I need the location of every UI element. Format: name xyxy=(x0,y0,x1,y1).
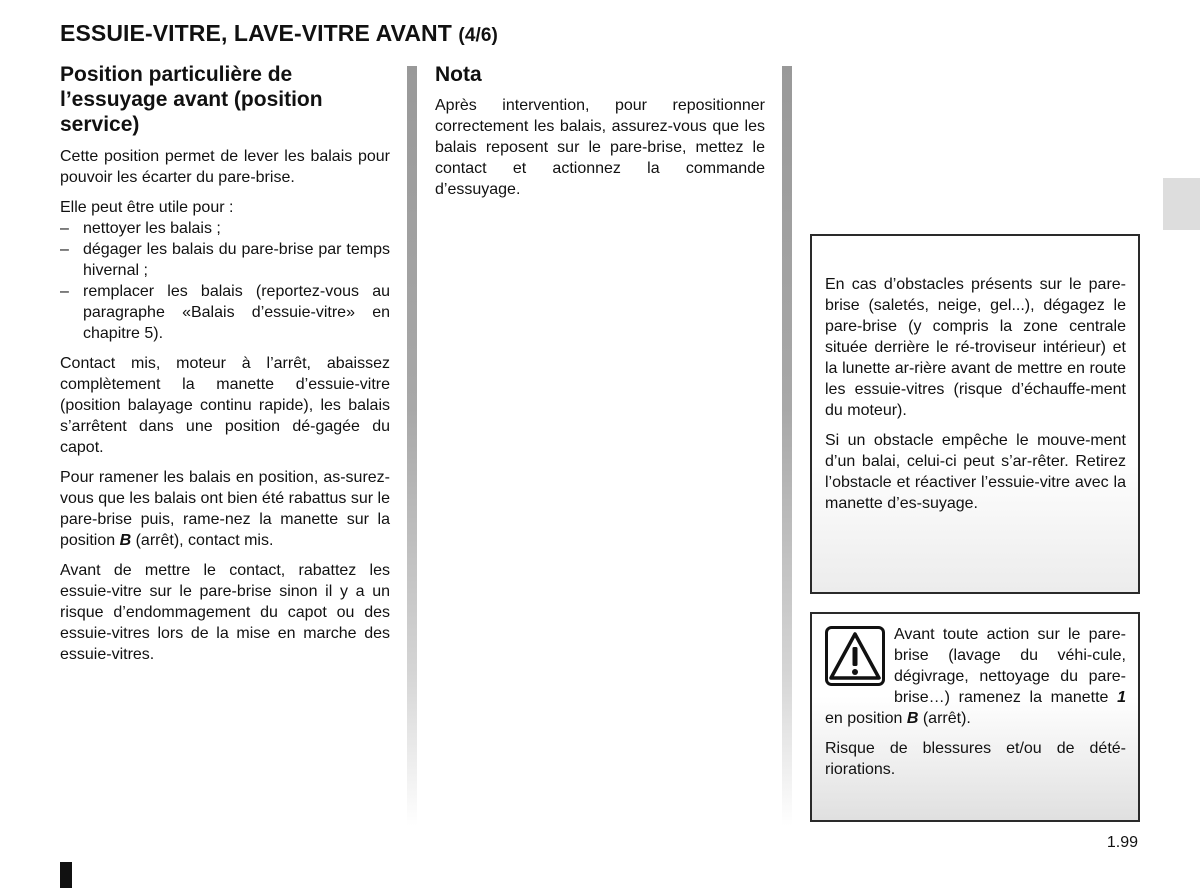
page-number: 1.99 xyxy=(1106,834,1138,851)
list-item xyxy=(60,281,390,344)
warning-content xyxy=(825,624,1126,789)
position-letter: B xyxy=(119,532,132,549)
nota-text: Après intervention, pour repositionner correctement les balais, assurez-vous que les balais reposent sur le pare-brise, mettez le contact et actionnez la commande d’essuyage. xyxy=(435,97,765,198)
obstacle-info-content xyxy=(825,274,1126,523)
column-divider-bar xyxy=(407,66,417,826)
corner-mark xyxy=(60,862,72,888)
caution-paragraph: Avant de mettre le contact, rabattez les essuie-vitre sur le pare-brise sinon il y a un risque d’endommagement du capot ou des essuie-vitres lors de la mise en marche des essuie-vitres. xyxy=(60,562,390,663)
list-item-text: dégager les balais du pare-brise par temps hivernal ; xyxy=(83,241,390,279)
lever-number: 1 xyxy=(1117,689,1126,706)
list-item-text: nettoyer les balais ; xyxy=(83,220,221,237)
left-column xyxy=(60,62,390,674)
list-dash: – xyxy=(60,241,69,258)
list-item xyxy=(60,239,390,281)
warning-text-start: Avant toute action sur le pare-brise (lavage du véhi-cule, dégivrage, nettoyage du pare-brise…) ramenez la manette xyxy=(894,626,1126,706)
chapter-tab xyxy=(1163,178,1200,230)
obstacle-stop-paragraph: Si un obstacle empêche le mouve-ment d’un balai, celui-ci peut s’ar-rêter. Retirez l’obstacle et réactiver l’essuie-vitre avec la manette d’es-suyage. xyxy=(825,432,1126,512)
return-text-end: (arrêt), contact mis. xyxy=(131,532,274,549)
warning-risk-paragraph: Risque de blessures et/ou de dété-riorations. xyxy=(825,740,1126,778)
page-title-text: ESSUIE-VITRE, LAVE-VITRE AVANT xyxy=(60,20,452,46)
page-part-indicator: (4/6) xyxy=(458,25,498,46)
intro-paragraph: Cette position permet de lever les balais pour pouvoir les écarter du pare-brise. xyxy=(60,148,390,186)
list-item-text: remplacer les balais (reportez-vous au paragraphe «Balais d’essuie-vitre» en chapitre 5). xyxy=(83,283,390,342)
list-dash: – xyxy=(60,283,69,300)
return-text-start: Pour ramener les balais en position, as-surez-vous que les balais ont bien été rabattus sur le pare-brise puis, rame-nez la manette sur la position xyxy=(60,469,390,549)
procedure-paragraph: Contact mis, moteur à l’arrêt, abaissez complètement la manette d’essuie-vitre (position balayage continu rapide), les balais s’arrêtent dans une position dé-gagée du capot. xyxy=(60,355,390,456)
nota-heading: Nota xyxy=(435,63,482,86)
section-heading: Position particulière de l’essuyage avant (position service) xyxy=(60,63,323,136)
nota-column xyxy=(435,62,765,209)
warning-text-mid: en position xyxy=(825,710,907,727)
position-letter: B xyxy=(906,710,919,727)
obstacle-paragraph: En cas d’obstacles présents sur le pare-brise (saletés, neige, gel...), dégagez le pare-brise (y compris la zone centrale située derrière le ré-troviseur intérieur) et la lunette ar-rière avant de mettre en route les essuie-vitres (risque d’échauffe-ment du moteur). xyxy=(825,276,1126,419)
page-title xyxy=(60,20,498,47)
uses-list xyxy=(60,218,390,344)
list-dash: – xyxy=(60,220,69,237)
uses-intro: Elle peut être utile pour : xyxy=(60,199,234,216)
return-paragraph xyxy=(60,467,390,551)
warning-triangle-icon xyxy=(825,626,885,686)
warning-box xyxy=(810,612,1140,822)
nota-divider-bar xyxy=(782,66,792,826)
list-item xyxy=(60,218,390,239)
obstacle-info-box xyxy=(810,234,1140,594)
warning-text-end: (arrêt). xyxy=(918,710,971,727)
